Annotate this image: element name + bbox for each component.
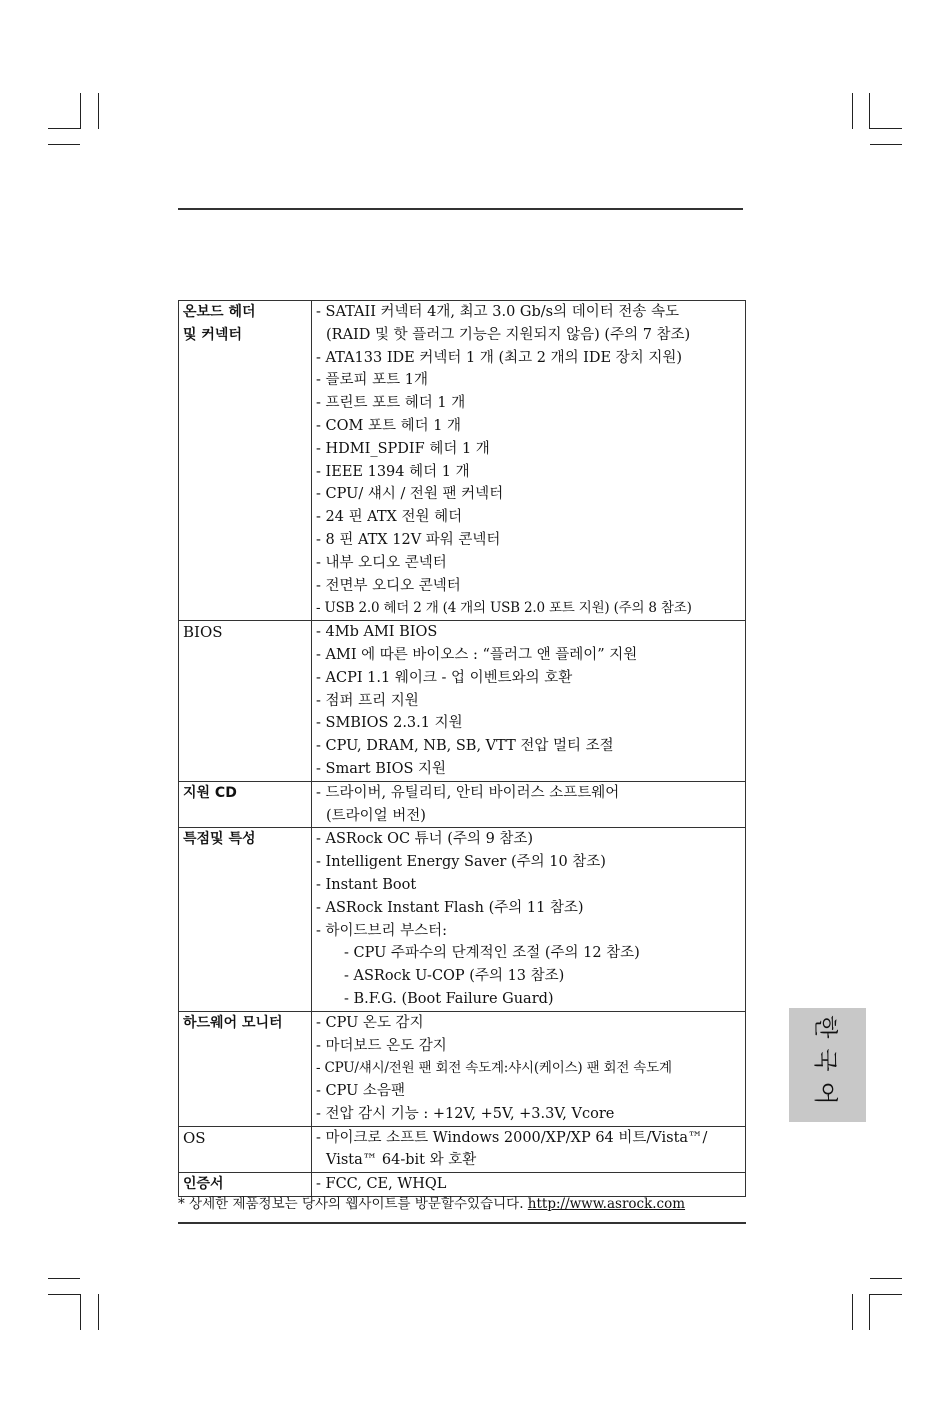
spec-line: - 8 핀 ATX 12V 파워 콘넥터: [316, 531, 501, 548]
spec-line: - SMBIOS 2.3.1 지원: [316, 715, 463, 732]
row-label-line: 온보드 헤더: [183, 304, 256, 320]
spec-line: - Intelligent Energy Saver (주의 10 참조): [316, 854, 606, 871]
spec-line: - FCC, CE, WHQL: [316, 1176, 447, 1193]
table-row-bios: [179, 621, 746, 782]
row-content-features: [312, 828, 746, 1011]
row-label-hardware-monitor: 하드웨어 모니터: [179, 1011, 312, 1126]
row-label-os: OS: [179, 1126, 312, 1173]
footnote-text: * 상세한 제품정보는 당사의 웹사이트를 방문할수있습니다.: [178, 1196, 528, 1212]
crop-mark: [48, 128, 80, 129]
footnote: [178, 1192, 685, 1212]
spec-line: - 4Mb AMI BIOS: [316, 624, 438, 641]
bottom-rule: [178, 1222, 746, 1224]
spec-line: (트라이얼 버전): [326, 807, 426, 824]
crop-mark: [98, 1294, 99, 1330]
row-content-cd: [312, 781, 746, 828]
row-content-hardware-monitor: [312, 1011, 746, 1126]
spec-line: - 하이드브리 부스터:: [316, 922, 448, 939]
spec-line: - AMI 에 따른 바이오스 : “플러그 앤 플레이” 지원: [316, 646, 638, 663]
spec-line: - ASRock U-COP (주의 13 참조): [344, 968, 565, 985]
row-content-onboard: [312, 301, 746, 621]
crop-mark: [870, 128, 902, 129]
crop-mark: [870, 1278, 902, 1279]
table-row-onboard: [179, 301, 746, 621]
spec-line: - 플로피 포트 1개: [316, 372, 428, 389]
spec-line: - ACPI 1.1 웨이크 - 업 이벤트와의 호환: [316, 669, 573, 686]
spec-line: - CPU/ 섀시 / 전원 팬 커넥터: [316, 486, 504, 503]
table-row-hardware-monitor: [179, 1011, 746, 1126]
row-label-bios: BIOS: [179, 621, 312, 782]
spec-line: - 전압 감시 기능 : +12V, +5V, +3.3V, Vcore: [316, 1105, 615, 1122]
row-label-line: 및 커넥터: [183, 326, 242, 343]
spec-line: - 24 핀 ATX 전원 헤더: [316, 509, 463, 526]
crop-mark: [869, 1294, 870, 1330]
table-row-features: [179, 828, 746, 1011]
crop-mark: [48, 144, 80, 145]
spec-line: - CPU 소음팬: [316, 1083, 405, 1100]
spec-line: - COM 포트 헤더 1 개: [316, 417, 462, 434]
language-tab-label: 한국어: [811, 1015, 839, 1115]
row-label-onboard: [179, 301, 312, 621]
spec-line: - CPU, DRAM, NB, SB, VTT 전압 멀티 조절: [316, 738, 614, 755]
spec-line: - CPU 온도 감지: [316, 1014, 424, 1031]
row-label-certification: 인증서: [179, 1173, 312, 1197]
spec-line: - ASRock Instant Flash (주의 11 참조): [316, 899, 584, 916]
spec-line: - CPU 주파수의 단계적인 조절 (주의 12 참조): [344, 945, 640, 962]
crop-mark: [48, 1294, 80, 1295]
row-label-features: 특점및 특성: [179, 828, 312, 1011]
language-tab: [789, 1008, 866, 1122]
spec-line: - 드라이버, 유틸리티, 안티 바이러스 소프트웨어: [316, 784, 620, 801]
top-rule: [178, 208, 743, 210]
spec-line: - 점퍼 프리 지원: [316, 692, 419, 709]
spec-line: - 내부 오디오 콘넥터: [316, 554, 447, 571]
spec-line: - ASRock OC 튜너 (주의 9 참조): [316, 831, 534, 848]
spec-line: - HDMI_SPDIF 헤더 1 개: [316, 440, 490, 457]
crop-mark: [869, 93, 870, 129]
table-row-cd: [179, 781, 746, 828]
spec-line: - 전면부 오디오 콘넥터: [316, 577, 461, 594]
row-content-bios: [312, 621, 746, 782]
spec-line: - CPU/섀시/전원 팬 회전 속도계:샤시(케이스) 팬 회전 속도계: [316, 1060, 672, 1077]
crop-mark: [80, 1294, 81, 1330]
crop-mark: [852, 1294, 853, 1330]
spec-line: - 마더보드 온도 감지: [316, 1037, 447, 1054]
table-row-os: [179, 1126, 746, 1173]
crop-mark: [80, 93, 81, 129]
specifications-table: [178, 300, 746, 1197]
crop-mark: [870, 1294, 902, 1295]
spec-line: - B.F.G. (Boot Failure Guard): [344, 990, 554, 1007]
spec-line: (RAID 및 핫 플러그 기능은 지원되지 않음) (주의 7 참조): [326, 326, 691, 343]
spec-line: - Instant Boot: [316, 876, 417, 893]
spec-line: - IEEE 1394 헤더 1 개: [316, 463, 470, 480]
spec-line: - SATAII 커넥터 4개, 최고 3.0 Gb/s의 데이터 전송 속도: [316, 304, 679, 320]
spec-line: - 프린트 포트 헤더 1 개: [316, 395, 466, 412]
crop-mark: [852, 93, 853, 129]
spec-line: Vista™ 64-bit 와 호환: [326, 1152, 477, 1169]
spec-line: - ATA133 IDE 커넥터 1 개 (최고 2 개의 IDE 장치 지원): [316, 349, 683, 366]
row-content-os: [312, 1126, 746, 1173]
spec-line: - 마이크로 소프트 Windows 2000/XP/XP 64 비트/Vista™/: [316, 1129, 708, 1146]
spec-line: - USB 2.0 헤더 2 개 (4 개의 USB 2.0 포트 지원) (주의 8 참조): [316, 600, 692, 617]
crop-mark: [98, 93, 99, 129]
crop-mark: [870, 144, 902, 145]
crop-mark: [48, 1278, 80, 1279]
website-link[interactable]: http://www.asrock.com: [527, 1196, 686, 1212]
row-label-cd: 지원 CD: [179, 781, 312, 828]
spec-line: - Smart BIOS 지원: [316, 760, 447, 777]
